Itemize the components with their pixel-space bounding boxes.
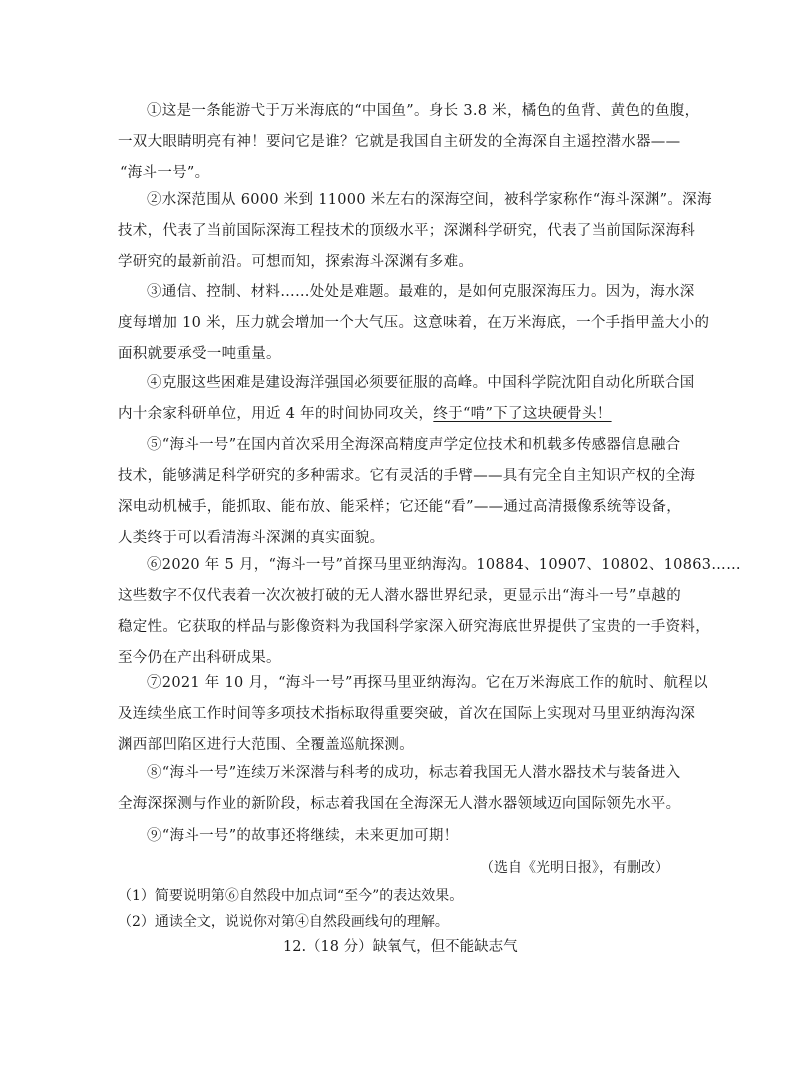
paragraph-line: ⑥2020 年 5 月，“海斗一号”首探马里亚纳海沟。10884、10907、10802、10863…… <box>147 557 741 573</box>
paragraph-line: ①这是一条能游弋于万米海底的“中国鱼”。身长 3.8 米，橘色的鱼背、黄色的鱼腹， <box>147 103 700 119</box>
paragraph-line: 及连续坐底工作时间等多项技术指标取得重要突破，首次在国际上实现对马里亚纳海沟深 <box>118 706 696 722</box>
paragraph-line-text: 内十余家科研单位，用近 4 年的时间协同攻关， <box>118 406 434 422</box>
paragraph-line: 面积就要承受一吨重量。 <box>118 346 281 362</box>
paragraph-line: 一双大眼睛明亮有神！要问它是谁？它就是我国自主研发的全海深自主遥控潜水器—— <box>118 134 681 150</box>
next-question-title: 12.（18 分）缺氧气，但不能缺志气 <box>283 939 518 955</box>
paragraph-line: ③通信、控制、材料……处处是难题。最难的，是如何克服深海压力。因为，海水深 <box>147 284 695 300</box>
paragraph-7 <box>118 668 708 761</box>
paragraph-line: 深电动机械手，能抓取、能布放、能采样；它还能“看”——通过高清摄像系统等设备， <box>118 499 682 515</box>
paragraph-5 <box>118 430 696 554</box>
paragraph-line: 全海深探测与作业的新阶段，标志着我国在全海深无人潜水器领域迈向国际领先水平。 <box>118 796 681 812</box>
paragraph-line: 至今仍在产出科研成果。 <box>118 650 281 666</box>
paragraph-6 <box>118 550 741 674</box>
paragraph-line: 人类终于可以看清海斗深渊的真实面貌。 <box>118 530 385 546</box>
paragraph-line: 渊西部凹陷区进行大范围、全覆盖巡航探测。 <box>118 737 414 753</box>
paragraph-2 <box>118 185 712 278</box>
paragraph-line: ⑤“海斗一号”在国内首次采用全海深高精度声学定位技术和机载多传感器信息融合 <box>147 437 681 453</box>
paragraph-3 <box>118 277 710 370</box>
question-1: （1）简要说明第⑥自然段中加点词“至今”的表达效果。 <box>118 888 464 904</box>
paragraph-line: 技术，代表了当前国际深海工程技术的顶级水平；深渊科学研究，代表了当前国际深海科 <box>118 223 696 239</box>
paragraph-line: “海斗一号”。 <box>120 165 210 181</box>
underlined-sentence: 终于“啃”下了这块硬骨头！ <box>433 406 612 422</box>
paragraph-4 <box>118 368 695 430</box>
paragraph-line: 度每增加 10 米，压力就会增加一个大气压。这意味着，在万米海底，一个手指甲盖大小的 <box>118 315 710 331</box>
paragraph-1 <box>118 96 700 189</box>
paragraph-8 <box>118 758 680 820</box>
paragraph-line: ⑦2021 年 10 月，“海斗一号”再探马里亚纳海沟。它在万米海底工作的航时、航程以 <box>147 675 708 691</box>
paragraph-line: 稳定性。它获取的样品与影像资料为我国科学家深入研究海底世界提供了宝贵的一手资料， <box>118 619 710 635</box>
source-citation: （选自《光明日报》，有删改） <box>480 860 669 876</box>
paragraph-line: 这些数字不仅代表着一次次被打破的无人潜水器世界纪录，更显示出“海斗一号”卓越的 <box>118 588 682 604</box>
paragraph-line: 学研究的最新前沿。可想而知，探索海斗深渊有多难。 <box>118 254 474 270</box>
paragraph-line: ⑨“海斗一号”的故事还将继续，未来更加可期！ <box>147 828 459 844</box>
paragraph-line: 技术，能够满足科学研究的多种需求。它有灵活的手臂——具有完全自主知识产权的全海 <box>118 468 696 484</box>
paragraph-9 <box>118 821 680 852</box>
paragraph-line <box>118 399 680 430</box>
paragraph-line: ④克服这些困难是建设海洋强国必须要征服的高峰。中国科学院沈阳自动化所联合国 <box>147 375 695 391</box>
paragraph-line: ②水深范围从 6000 米到 11000 米左右的深海空间，被科学家称作“海斗深渊”。深海 <box>147 192 712 208</box>
question-2: （2）通读全文，说说你对第④自然段画线句的理解。 <box>118 914 449 930</box>
paragraph-line: ⑧“海斗一号”连续万米深潜与科考的成功，标志着我国无人潜水器技术与装备进入 <box>147 765 681 781</box>
